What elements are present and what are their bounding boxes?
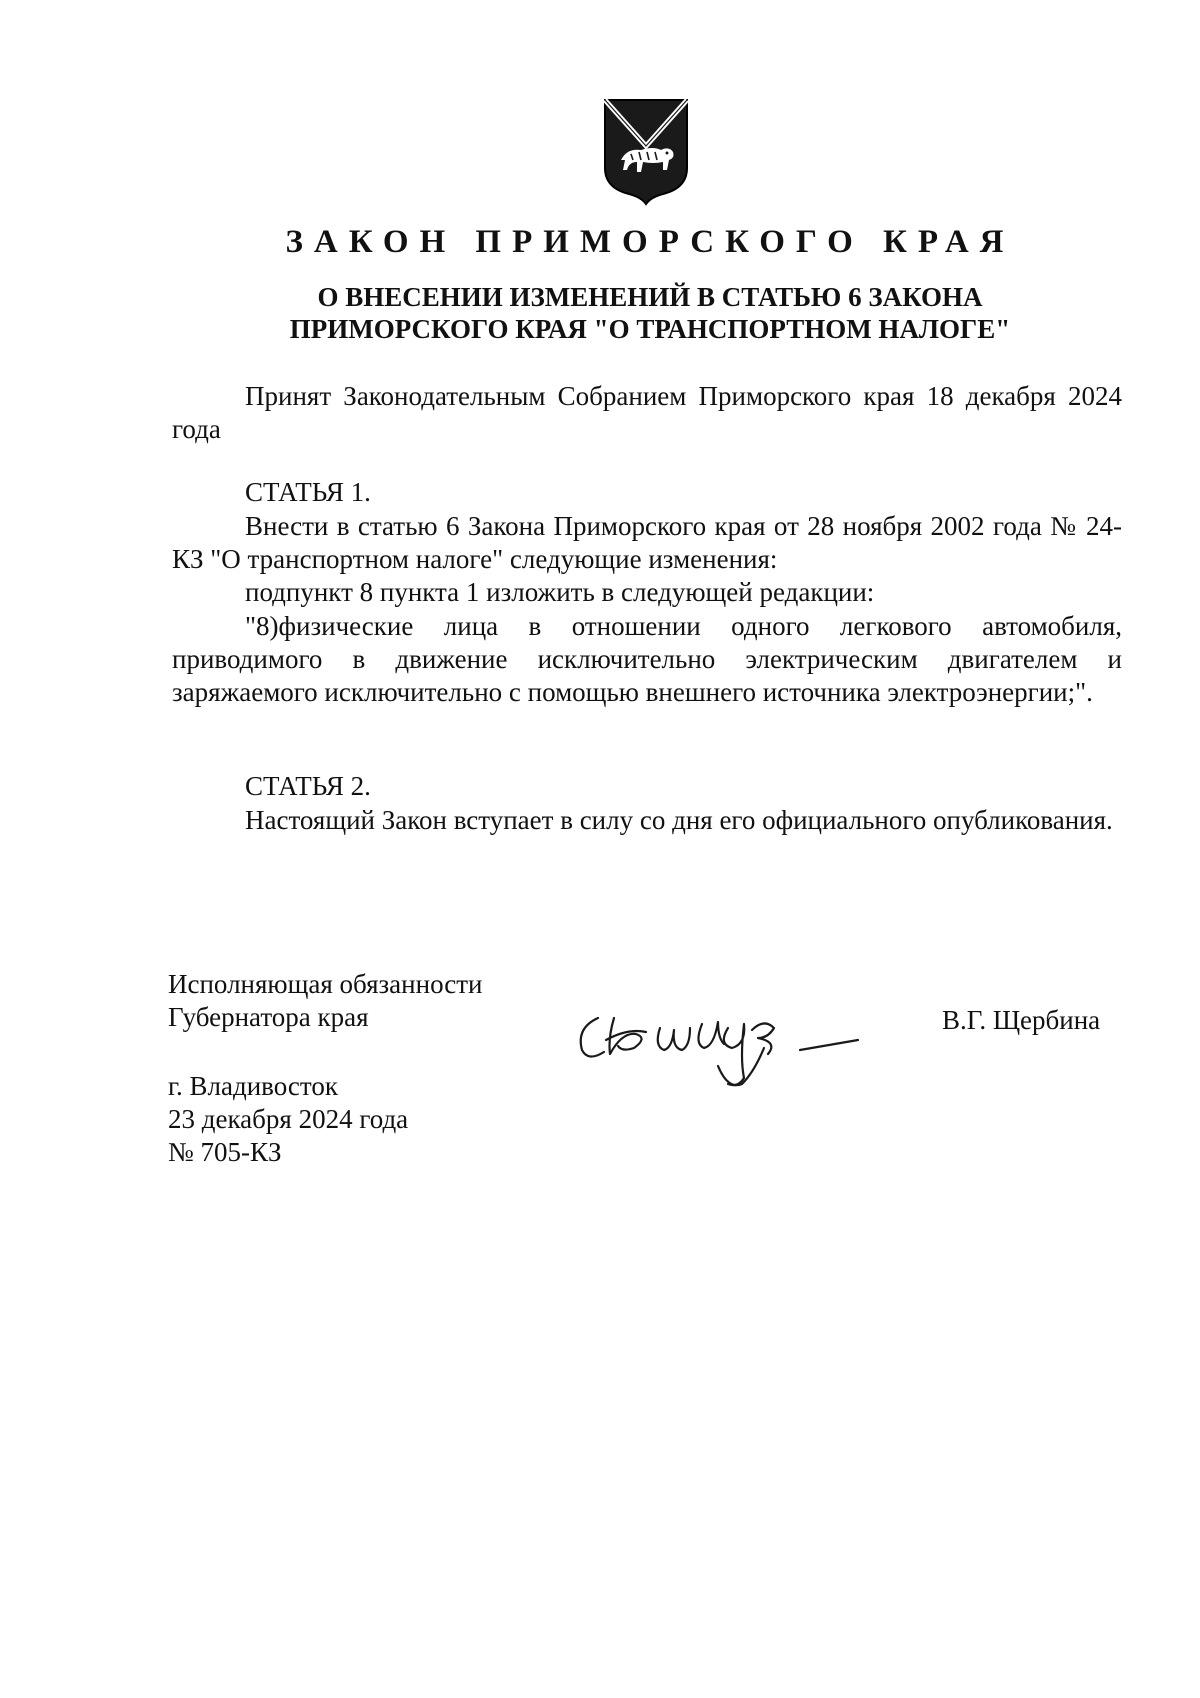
adoption-statement: Принят Законодательным Собранием Приморского края 18 декабря 2024 года <box>172 381 1122 444</box>
primorsky-coat-of-arms-icon <box>603 98 689 206</box>
article-2-heading: СТАТЬЯ 2. <box>245 771 371 801</box>
article-2-paragraph-1: Настоящий Закон вступает в силу со дня его официального опубликования. <box>245 805 1113 835</box>
document-subtitle <box>150 281 1150 345</box>
article-1-paragraph-2: подпункт 8 пункта 1 изложить в следующей редакции: <box>245 577 875 607</box>
document-footer <box>168 1070 408 1169</box>
subtitle-line-1: О ВНЕСЕНИИ ИЗМЕНЕНИЙ В СТАТЬЮ 6 ЗАКОНА <box>317 282 983 312</box>
footer-number: № 705-КЗ <box>168 1137 282 1167</box>
signer-position-line-2: Губернатора края <box>168 1002 369 1032</box>
signer-position-line-1: Исполняющая обязанности <box>168 969 483 999</box>
article-1-paragraph-1: Внести в статью 6 Закона Приморского края от 28 ноября 2002 года № 24-КЗ "О транспортном налоге" следующие изменения: <box>172 511 1122 574</box>
handwritten-signature <box>568 988 888 1100</box>
signer-name: В.Г. Щербина <box>942 1005 1101 1035</box>
footer-city: г. Владивосток <box>168 1071 338 1101</box>
footer-date: 23 декабря 2024 года <box>168 1104 409 1134</box>
article-1-paragraph-3: "8)физические лица в отношении одного легкового автомобиля, приводимого в движение исключительно электрическим двигателем и заряжаемого исключительно с помощью внешнего источника электроэнергии;". <box>172 611 1122 707</box>
document-title: ЗАКОН ПРИМОРСКОГО КРАЯ <box>285 224 1015 260</box>
subtitle-line-2: ПРИМОРСКОГО КРАЯ "О ТРАНСПОРТНОМ НАЛОГЕ" <box>289 314 1011 344</box>
article-1-heading: СТАТЬЯ 1. <box>245 477 371 507</box>
signer-position <box>168 968 482 1034</box>
